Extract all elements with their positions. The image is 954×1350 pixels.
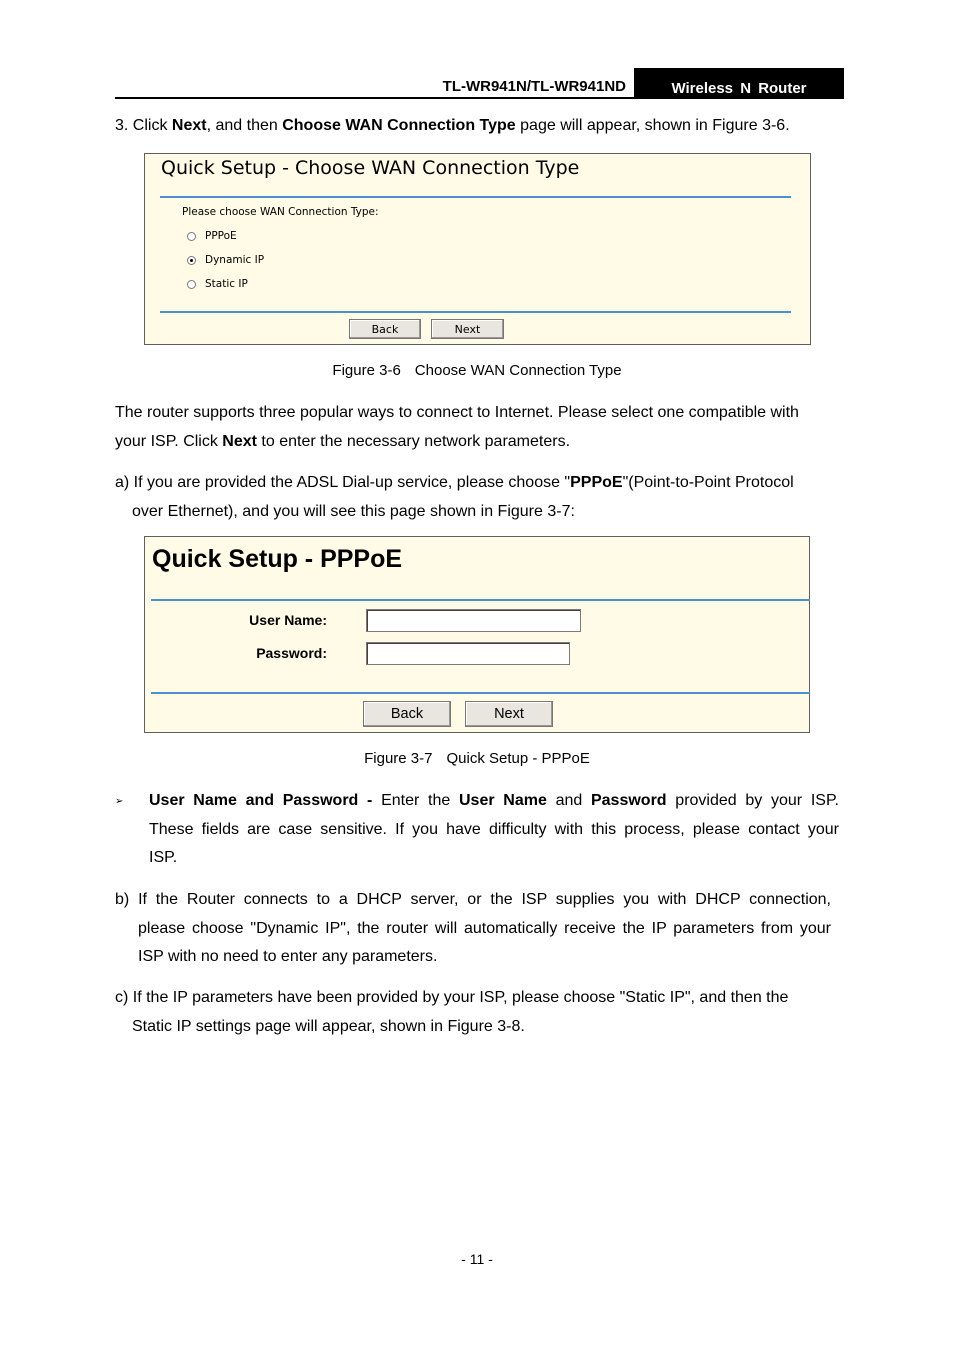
radio-pppoe-icon[interactable] bbox=[187, 232, 196, 241]
pppoe-next-button[interactable]: Next bbox=[465, 701, 553, 727]
radio-option-pppoe[interactable]: PPPoE bbox=[187, 230, 237, 242]
bullet-paragraph: User Name and Password - Enter the User Name and Password provided by your ISP. These fields are case sensitive. If you have difficulty with this process, please contact your ISP. bbox=[149, 792, 839, 866]
user-name-input[interactable] bbox=[366, 609, 581, 632]
wan-panel-prompt: Please choose WAN Connection Type: bbox=[182, 206, 379, 218]
radio-static-ip-icon[interactable] bbox=[187, 280, 196, 289]
wan-panel-top-rule bbox=[160, 196, 791, 198]
wan-back-button[interactable]: Back bbox=[349, 319, 421, 339]
page-number: - 11 - bbox=[461, 1251, 493, 1267]
figure-3-7-caption: Figure 3-7 Quick Setup - PPPoE bbox=[364, 750, 590, 767]
wan-next-button[interactable]: Next bbox=[431, 319, 504, 339]
pppoe-panel-top-rule bbox=[151, 599, 810, 601]
radio-option-static-ip[interactable]: Static IP bbox=[187, 278, 248, 290]
radio-option-dynamic-ip[interactable]: Dynamic IP bbox=[187, 254, 264, 266]
user-name-label: User Name: bbox=[249, 612, 327, 628]
figure-3-6-caption: Figure 3-6 Choose WAN Connection Type bbox=[332, 362, 622, 379]
header-model: TL-WR941N/TL-WR941ND bbox=[442, 78, 626, 95]
radio-dynamic-ip-icon[interactable] bbox=[187, 256, 196, 265]
pppoe-panel-bottom-rule bbox=[151, 692, 810, 694]
header-product-badge: Wireless N Router bbox=[634, 68, 844, 99]
para-b: b) If the Router connects to a DHCP server, or the ISP supplies you with DHCP connection, please choose "Dynamic IP", the router will automatically receive the IP parameters from your ISP with no need to enter any parameters. bbox=[115, 891, 831, 965]
wan-panel-bottom-rule bbox=[160, 311, 791, 313]
wan-type-panel bbox=[144, 153, 811, 345]
pppoe-panel bbox=[144, 536, 810, 733]
bullet-arrow-icon: ➢ bbox=[115, 796, 124, 807]
pppoe-panel-title: Quick Setup - PPPoE bbox=[152, 545, 403, 573]
intro-paragraph: The router supports three popular ways to connect to Internet. Please select one compatible with your ISP. Click Next to enter the necessary network parameters. bbox=[115, 404, 799, 450]
password-label: Password: bbox=[256, 645, 327, 661]
password-input[interactable] bbox=[366, 642, 570, 665]
header-rule bbox=[115, 97, 844, 99]
para-c: c) If the IP parameters have been provided by your ISP, please choose "Static IP", and then the Static IP settings page will appear, shown in Figure 3-8. bbox=[115, 989, 789, 1035]
wan-panel-title: Quick Setup - Choose WAN Connection Type bbox=[161, 157, 580, 179]
para-a: a) If you are provided the ADSL Dial-up service, please choose "PPPoE"(Point-to-Point Protocol over Ethernet), and you will see this page shown in Figure 3-7: bbox=[115, 474, 794, 520]
step3-paragraph: 3. Click Next, and then Choose WAN Connection Type page will appear, shown in Figure 3-6. bbox=[115, 117, 790, 134]
pppoe-back-button[interactable]: Back bbox=[363, 701, 451, 727]
